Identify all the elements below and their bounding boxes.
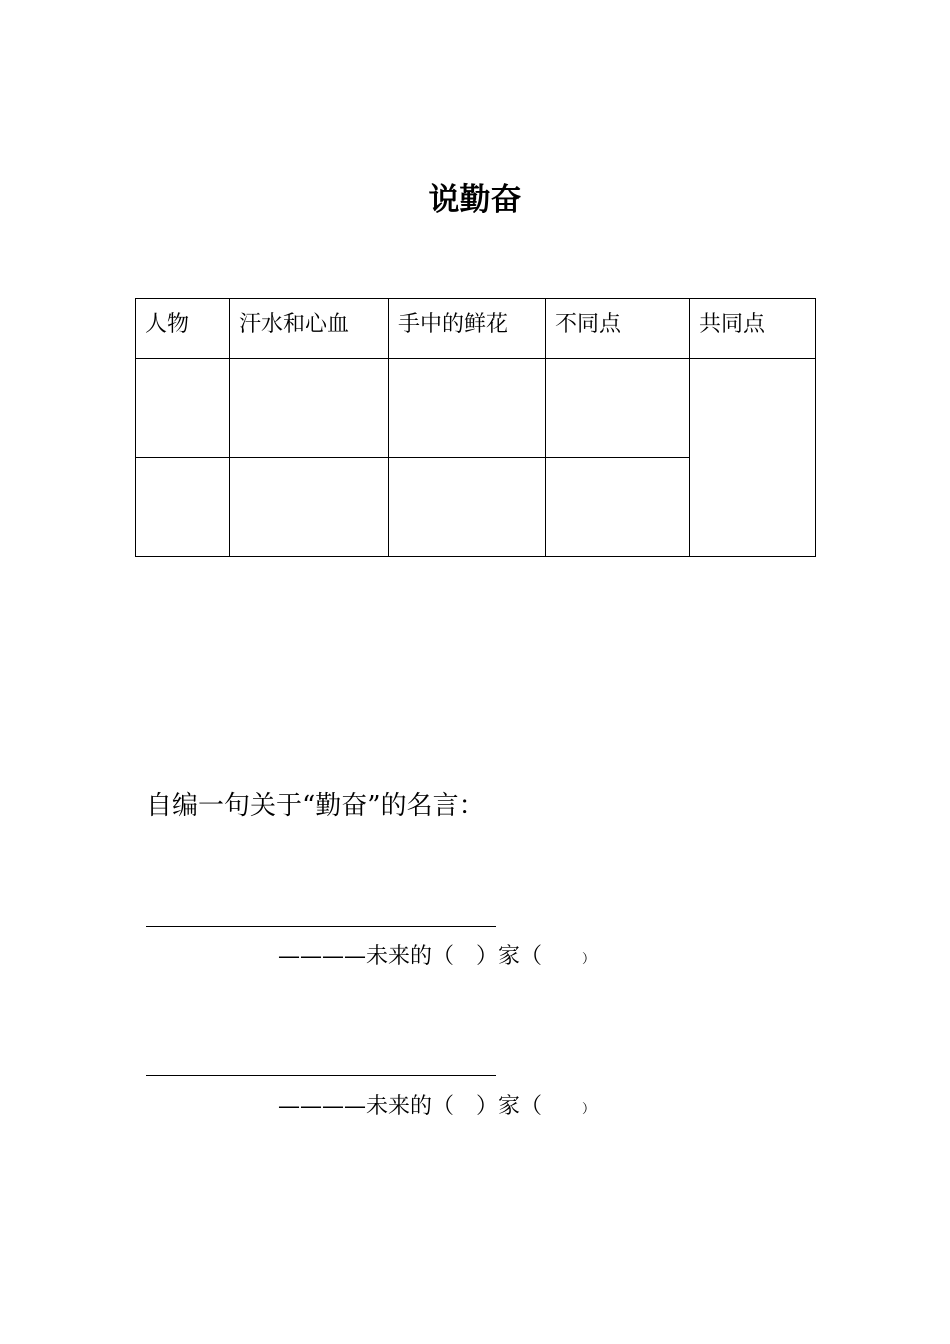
answer-line-2[interactable] xyxy=(146,1075,496,1076)
signature-middle: ）家（ xyxy=(476,1094,543,1119)
header-common-points: 共同点 xyxy=(690,299,816,359)
table-cell[interactable] xyxy=(230,458,389,557)
comparison-table xyxy=(135,298,816,557)
page-title: 说勤奋 xyxy=(428,182,522,218)
signature-dash: ———— xyxy=(278,1094,366,1119)
table-cell[interactable] xyxy=(546,458,690,557)
header-sweat-and-effort: 汗水和心血 xyxy=(230,299,389,359)
common-points-cell[interactable] xyxy=(690,359,816,557)
signature-line-2 xyxy=(278,1092,595,1125)
header-person: 人物 xyxy=(136,299,230,359)
table-row xyxy=(136,359,816,458)
signature-prefix: 未来的（ xyxy=(366,1094,455,1119)
header-differences: 不同点 xyxy=(546,299,690,359)
signature-end: ） xyxy=(582,1102,596,1117)
answer-line-1[interactable] xyxy=(146,926,496,927)
table-cell[interactable] xyxy=(389,359,546,458)
table-header-row xyxy=(136,299,816,359)
header-flowers-in-hand: 手中的鲜花 xyxy=(389,299,546,359)
table-cell[interactable] xyxy=(389,458,546,557)
signature-line-1 xyxy=(278,942,595,975)
motto-prompt: 自编一句关于“勤奋”的名言： xyxy=(146,791,485,821)
signature-middle: ）家（ xyxy=(476,944,543,969)
table-cell[interactable] xyxy=(230,359,389,458)
signature-end: ） xyxy=(582,952,596,967)
signature-dash: ———— xyxy=(278,944,366,969)
table-cell[interactable] xyxy=(136,458,230,557)
table-cell[interactable] xyxy=(136,359,230,458)
signature-prefix: 未来的（ xyxy=(366,944,455,969)
table-cell[interactable] xyxy=(546,359,690,458)
